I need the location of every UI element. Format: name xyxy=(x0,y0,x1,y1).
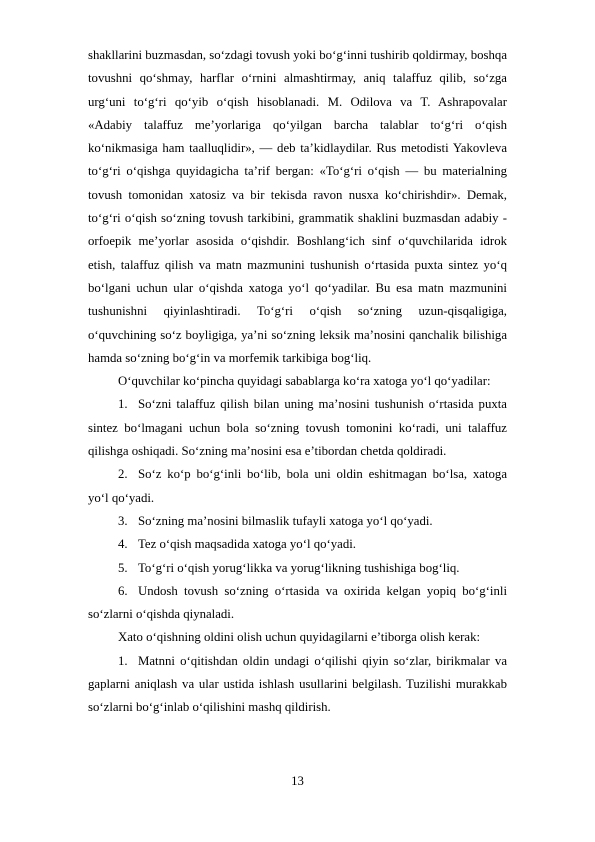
list-item-number: 1. xyxy=(118,397,128,412)
list-item xyxy=(88,580,507,627)
list-item xyxy=(88,533,507,556)
list-item-text: To‘g‘ri o‘qish yorug‘likka va yorug‘likning tushishiga bog‘liq. xyxy=(138,560,460,575)
list-item-number: 6. xyxy=(118,583,128,598)
causes-heading: O‘quvchilar ko‘pincha quyidagi sabablarga ko‘ra xatoga yo‘l qo‘yadilar: xyxy=(118,374,491,389)
list-item-text: So‘z ko‘p bo‘g‘inli bo‘lib, bola uni oldin eshitmagan bo‘lsa, xatoga yo‘l qo‘yadi. xyxy=(88,467,507,505)
list-item-number: 4. xyxy=(118,537,128,552)
prevention-heading: Xato o‘qishning oldini olish uchun quyidagilarni e’tiborga olish kerak: xyxy=(118,630,481,645)
list-item-text: Matnni o‘qitishdan oldin undagi o‘qilishi qiyin so‘zlar, birikmalar va gaplarni aniqlash va ular ustida ishlash usullarini belgilash. Tuzilishi murakkab so‘zlarni bo‘g‘inlab o‘qilishini mashq qildirish. xyxy=(88,653,507,715)
list-item-text: So‘zning ma’nosini bilmaslik tufayli xatoga yo‘l qo‘yadi. xyxy=(138,513,433,528)
list-item xyxy=(88,650,507,720)
list-item-text: Undosh tovush so‘zning o‘rtasida va oxirida kelgan yopiq bo‘g‘inli so‘zlarni o‘qishda qiynaladi. xyxy=(88,583,507,622)
list-item-number: 3. xyxy=(118,513,128,528)
list-item-number: 1. xyxy=(118,653,128,668)
list-item-text: So‘zni talaffuz qilish bilan uning ma’nosini tushunish o‘rtasida puxta sintez bo‘lmagani uchun bola so‘zning tovush tomonini ko‘radi, uni talaffuz qilishga oshiqadi. So‘zning ma’nosini esa e’tibordan chetda qoldiradi. xyxy=(88,397,507,459)
list-item xyxy=(88,557,507,580)
list-item xyxy=(88,463,507,510)
body-text xyxy=(88,44,507,720)
list-item-number: 2. xyxy=(118,467,128,482)
list-item-number: 5. xyxy=(118,560,128,575)
page-number: 13 xyxy=(291,774,304,788)
intro-paragraph: shakllarini buzmasdan, so‘zdagi tovush yoki bo‘g‘inni tushirib qoldirmay, boshqa tovushni qo‘shmay, harflar o‘rnini almashtirmay, aniq talaffuz qilib, so‘zga urg‘uni to‘g‘ri qo‘yib o‘qish hisoblanadi. M. Odilova va T. Ashrapovalar «Adabiy talaffuz me’yorlariga qo‘yilgan barcha talablar to‘g‘ri o‘qish ko‘nikmasiga ham taalluqlidir», — deb ta’kidlaydilar. Rus metodisti Yakovleva to‘g‘ri o‘qishga quyidagicha ta’rif bergan: «To‘g‘ri o‘qish — bu materialning tovush tomonidan xatosiz va bir tekisda ravon nusxa ko‘chirishdir». Demak, to‘g‘ri o‘qish so‘zning tovush tarkibini, grammatik shaklini buzmasdan adabiy - orfoepik me’yorlar asosida o‘qishdir. Boshlang‘ich sinf o‘quvchilarida idrok etish, talaffuz qilish va matn mazmunini tushunish o‘rtasida puxta sintez yo‘q bo‘lgani uchun ular o‘qishda xatoga yo‘l qo‘yadilar. Bu esa matn mazmunini tushunishni qiyinlashtiradi. To‘g‘ri o‘qish so‘zning uzun-qisqaligiga, o‘quvchining so‘z boyligiga, ya’ni so‘zning leksik ma’nosini qanchalik bilishiga hamda so‘zning bo‘g‘in va morfemik tarkibiga bog‘liq. xyxy=(88,48,507,365)
list-item-text: Tez o‘qish maqsadida xatoga yo‘l qo‘yadi. xyxy=(138,537,357,552)
list-item xyxy=(88,393,507,463)
list-item xyxy=(88,510,507,533)
